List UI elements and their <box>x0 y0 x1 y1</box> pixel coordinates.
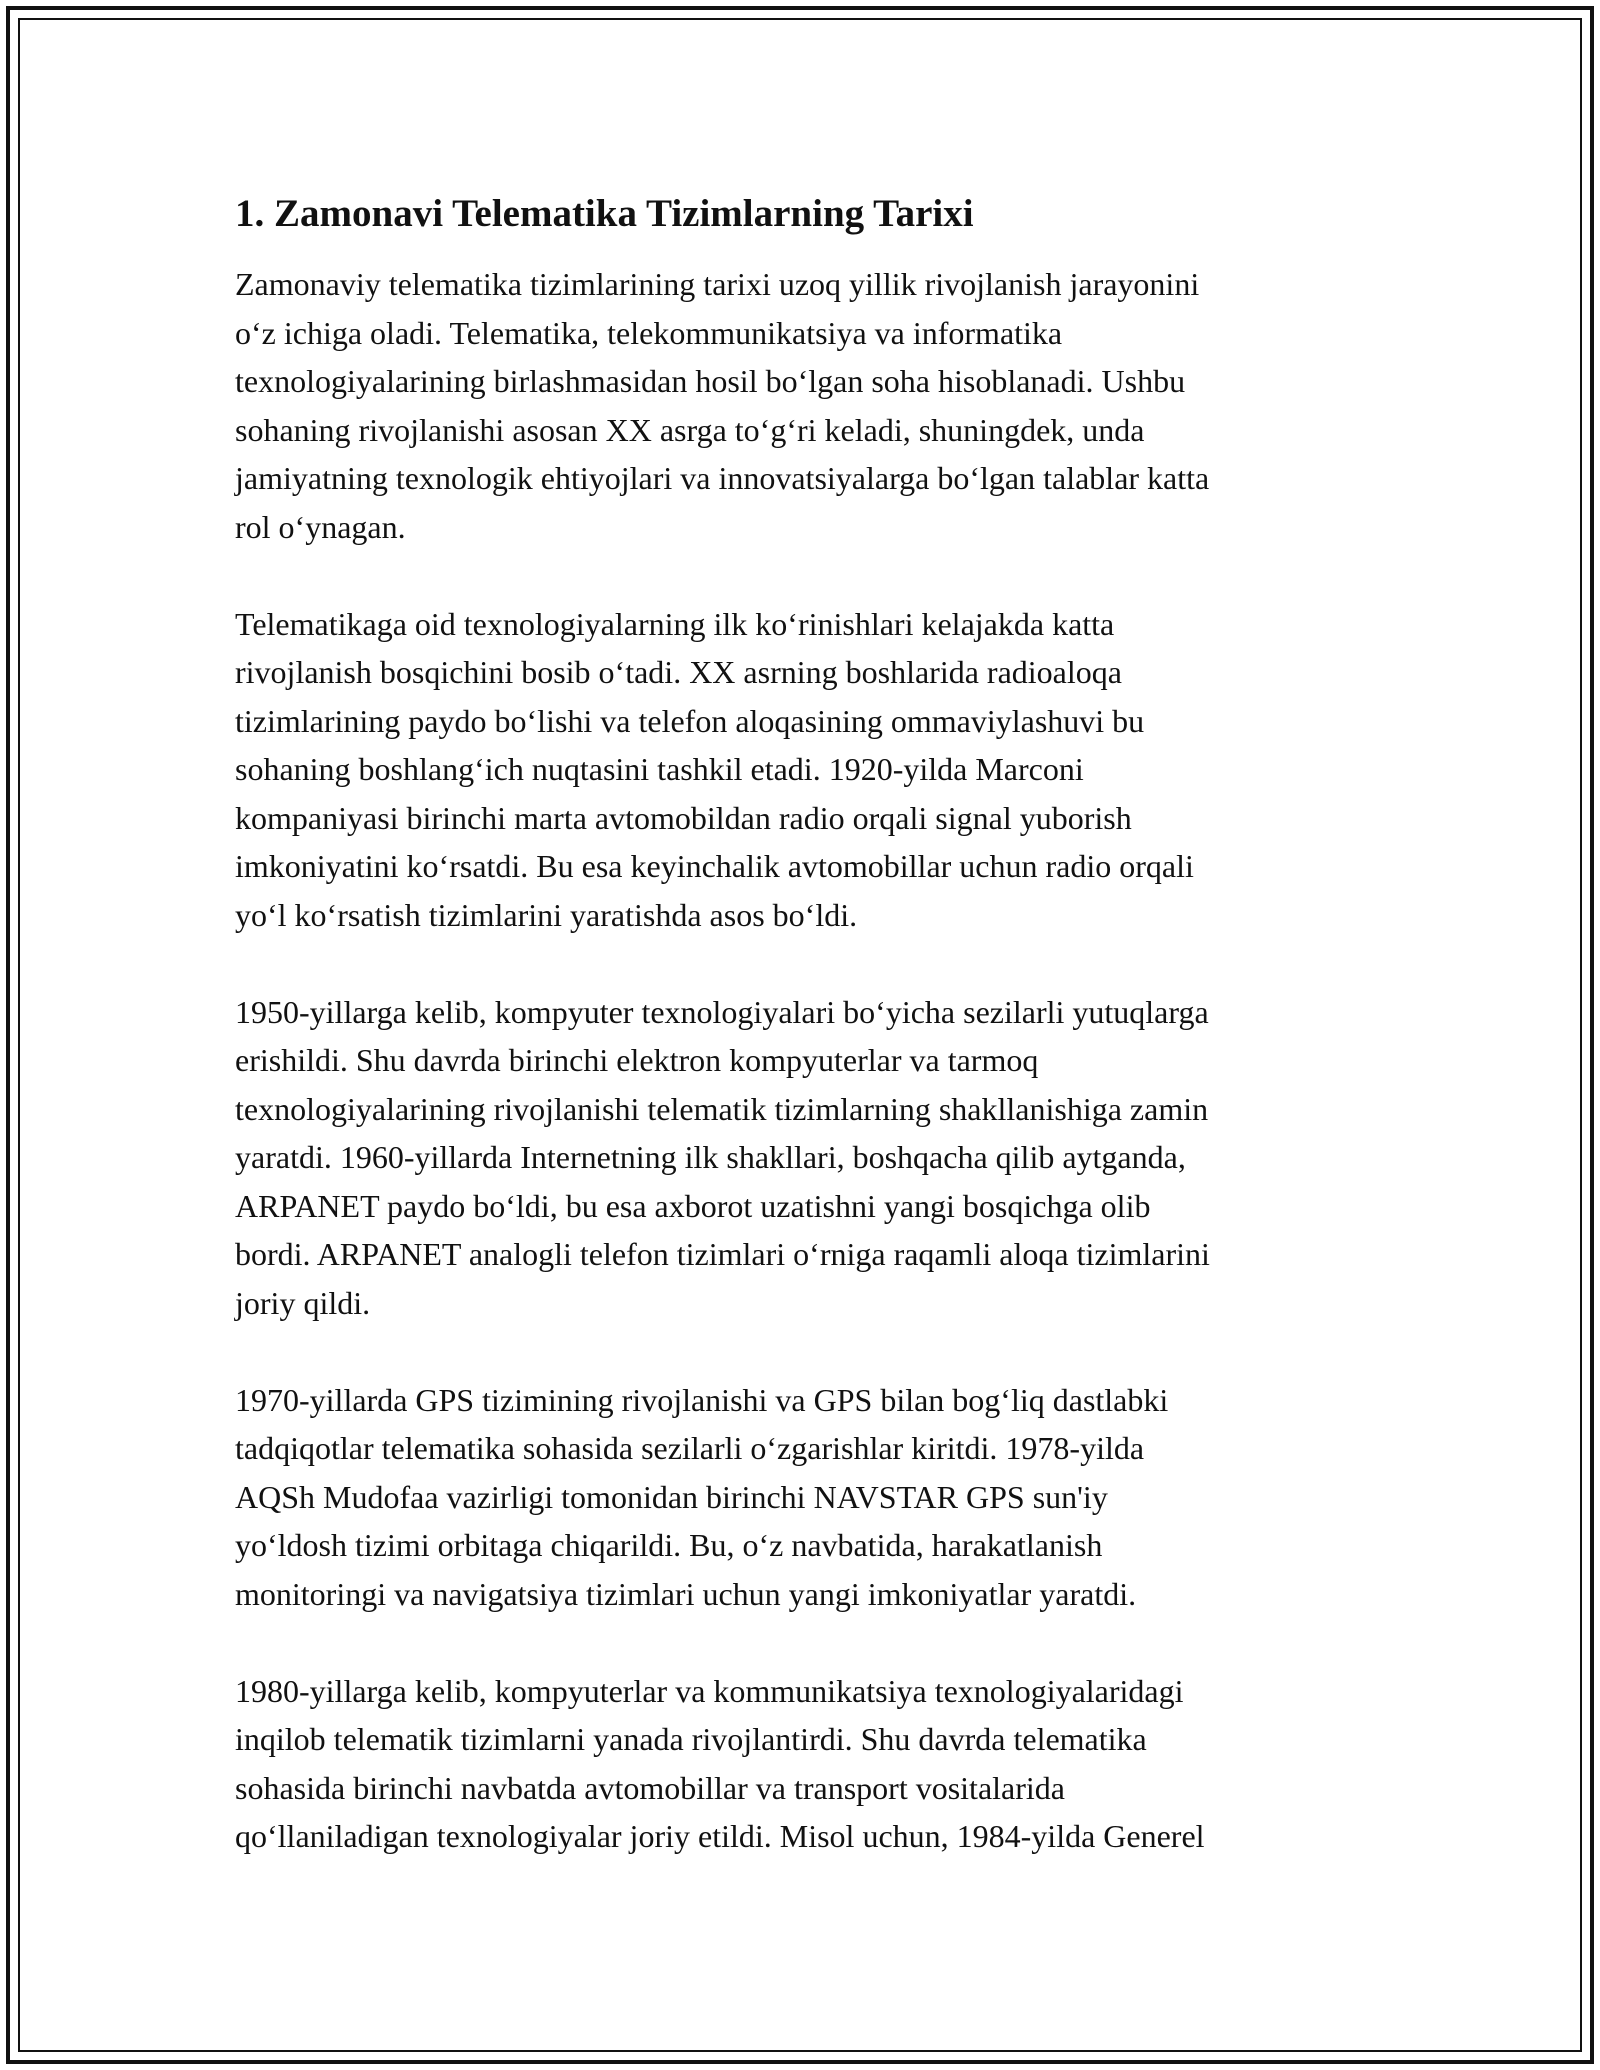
text-line: jamiyatning texnologik ehtiyojlari va innovatsiyalarga bo‘lgan talablar katta <box>235 460 1210 496</box>
text-line: inqilob telematik tizimlarni yanada rivojlantirdi. Shu davrda telematika <box>235 1721 1147 1757</box>
text-line: monitoringi va navigatsiya tizimlari uchun yangi imkoniyatlar yaratdi. <box>235 1575 1137 1612</box>
paragraph <box>235 1376 1375 1619</box>
text-line: 1980-yillarga kelib, kompyuterlar va kommunikatsiya texnologiyalaridagi <box>235 1672 1184 1709</box>
document-body <box>235 190 1375 1909</box>
paragraph <box>235 260 1375 551</box>
text-line: ARPANET paydo bo‘ldi, bu esa axborot uzatishni yangi bosqichga olib <box>235 1187 1151 1224</box>
text-line: rol o‘ynagan. <box>235 508 406 545</box>
text-line: tadqiqotlar telematika sohasida sezilarli o‘zgarishlar kiritdi. 1978-yilda <box>235 1430 1145 1466</box>
text-line: sohaning rivojlanishi asosan XX asrga to‘g‘ri keladi, shuningdek, unda <box>235 411 1145 448</box>
text-line: tizimlarining paydo bo‘lishi va telefon aloqasining ommaviylashuvi bu <box>235 702 1145 739</box>
text-line: AQSh Mudofaa vazirligi tomonidan birinchi NAVSTAR GPS sun'iy <box>235 1478 1108 1515</box>
text-line: yo‘ldosh tizimi orbitaga chiqarildi. Bu, o‘z navbatida, harakatlanish <box>235 1527 1103 1563</box>
section-heading: 1. Zamonavi Telematika Tizimlarning Tarixi <box>235 192 974 235</box>
text-line: o‘z ichiga oladi. Telematika, telekommunikatsiya va informatika <box>235 314 1063 351</box>
text-line: sohaning boshlang‘ich nuqtasini tashkil etadi. 1920-yilda Marconi <box>235 751 1084 787</box>
text-line: texnologiyalarining rivojlanishi telematik tizimlarning shakllanishiga zamin <box>235 1090 1209 1127</box>
text-line: erishildi. Shu davrda birinchi elektron kompyuterlar va tarmoq <box>235 1042 1039 1078</box>
text-line: kompaniyasi birinchi marta avtomobildan radio orqali signal yuborish <box>235 799 1132 836</box>
text-line: Zamonaviy telematika tizimlarining tarixi uzoq yillik rivojlanish jarayonini <box>235 266 1200 302</box>
paragraph <box>235 988 1375 1328</box>
paragraph <box>235 1667 1375 1861</box>
text-line: 1970-yillarda GPS tizimining rivojlanishi va GPS bilan bog‘liq dastlabki <box>235 1381 1169 1418</box>
text-line: bordi. ARPANET analogli telefon tizimlari o‘rniga raqamli aloqa tizimlarini <box>235 1236 1210 1272</box>
text-line: yaratdi. 1960-yillarda Internetning ilk shakllari, boshqacha qilib aytganda, <box>235 1139 1186 1175</box>
text-line: imkoniyatini ko‘rsatdi. Bu esa keyinchalik avtomobillar uchun radio orqali <box>235 848 1194 884</box>
text-line: texnologiyalarining birlashmasidan hosil bo‘lgan soha hisoblanadi. Ushbu <box>235 363 1186 399</box>
paragraph <box>235 600 1375 940</box>
text-line: joriy qildi. <box>235 1284 371 1321</box>
text-line: Telematikaga oid texnologiyalarning ilk ko‘rinishlari kelajakda katta <box>235 605 1115 642</box>
text-line: sohasida birinchi navbatda avtomobillar va transport vositalarida <box>235 1769 1065 1806</box>
text-line: yo‘l ko‘rsatish tizimlarini yaratishda asos bo‘ldi. <box>235 896 858 933</box>
text-line: rivojlanish bosqichini bosib o‘tadi. XX asrning boshlarida radioaloqa <box>235 654 1122 690</box>
text-line: 1950-yillarga kelib, kompyuter texnologiyalari bo‘yicha sezilarli yutuqlarga <box>235 993 1209 1030</box>
text-line: qo‘llaniladigan texnologiyalar joriy etildi. Misol uchun, 1984-yilda Generel <box>235 1818 1205 1854</box>
